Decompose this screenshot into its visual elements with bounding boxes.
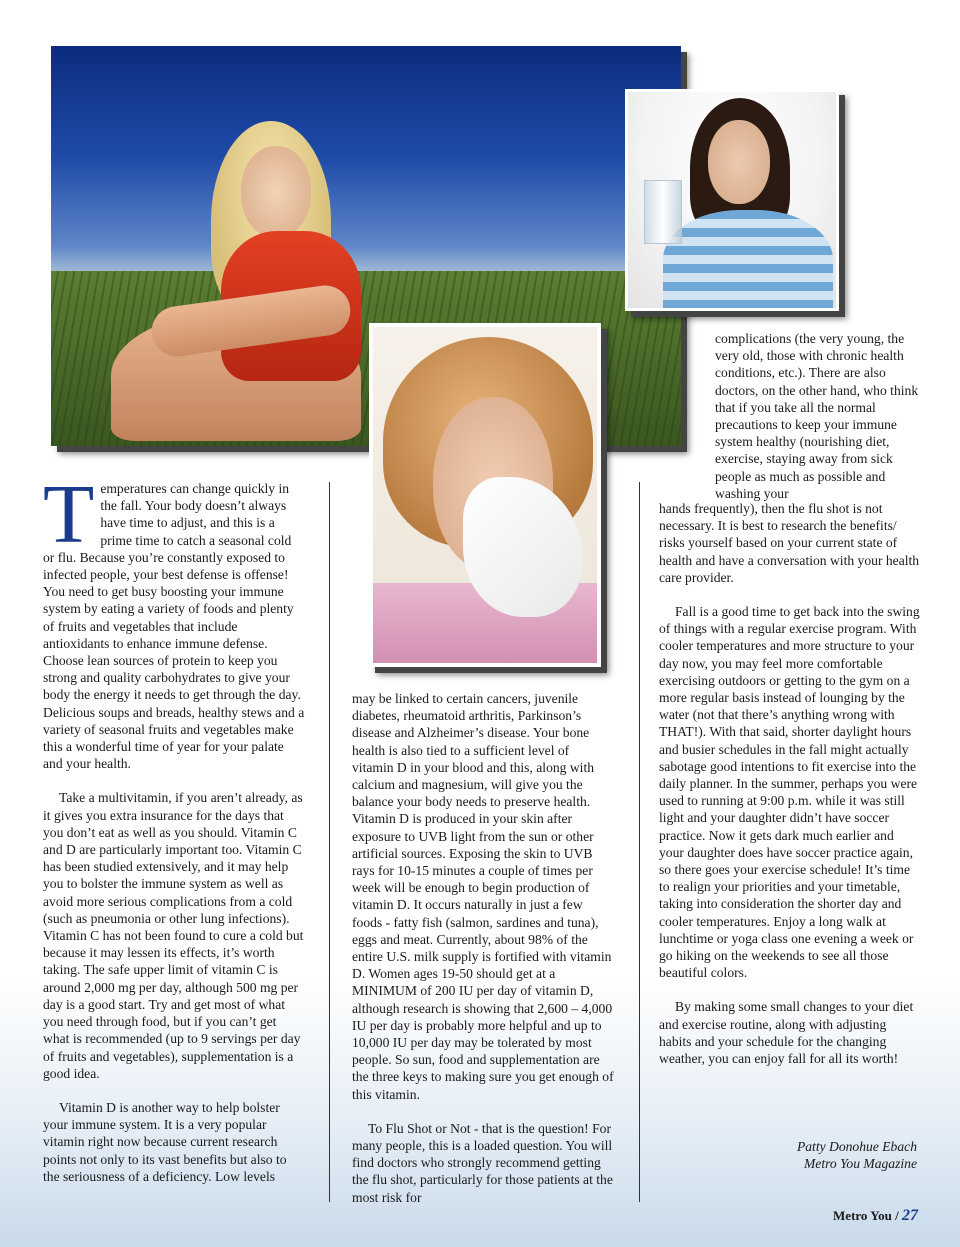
page-number: 27	[902, 1207, 918, 1224]
photo-face	[241, 146, 311, 238]
byline-publication: Metro You Magazine	[803, 1156, 917, 1172]
photo-striped-sweater	[663, 210, 833, 311]
drop-cap: T	[43, 468, 95, 561]
byline	[797, 1138, 917, 1172]
page-folio	[833, 1207, 918, 1225]
article-paragraph: Take a multivitamin, if you aren’t already, as it gives you extra insurance for the days that you don’t eat as well as you should. Vitamin C and D are particularly important too. Vitamin C has been studied extensively, and it may help you to bolster the immune system as well as avoid more serious complications from a cold (such as pneumonia or other lung infections). Vitamin C has not been found to cure a cold but because it may lessen its effects, it’s worth taking. The safe upper limit of vitamin C is around 2,000 mg per day, although 500 mg per day is a good start. Try and get most of what you need through food, but if you can’t get what is recommended (up to 9 servings per day of fruits and vegetables), supplementation is a good idea.	[43, 790, 304, 1081]
column-divider	[329, 482, 330, 1202]
article-paragraph: may be linked to certain cancers, juvenile diabetes, rheumatoid arthritis, Parkinson’s disease and Alzheimer’s disease. Your bone health is also tied to a sufficient level of vitamin D in your blood and this, along with calcium and magnesium, will give you the balance your body needs to preserve health. Vitamin D is produced in your skin after exposure to UVB light from the sun or other artificial sources. Exposing the skin to UVB rays for 10-15 minutes a couple of times per week will be enough to begin production of vitamin D. It occurs naturally in just a few foods - fatty fish (salmon, sardines and tuna), eggs and meat. Currently, about 98% of the entire U.S. milk supply is fortified with vitamin D. Women ages 19-50 should get at a MINIMUM of 200 IU per day of vitamin D, although research is showing that 2,600 – 4,000 IU per day is probably more helpful and up to 10,000 IU per day may be tolerated by most people. So sun, food and supplementation are the three keys to making sure you get enough of this vitamin.	[352, 691, 614, 1102]
paragraph-text: emperatures can change quickly in the fall. Your body doesn’t always have time to adjust, and this is a prime time to catch a seasonal cold or flu. Because you’re constantly exposed to infected people, your best defense is offense! You need to get busy boosting your immune system by eating a variety of foods and plenty of fruits and vegetables that include antioxidants to enhance immune defense. Choose lean sources of protein to keep you strong and quality carbohydrates to give your body the energy it needs to get through the day. Delicious soups and breads, healthy stews and a variety of seasonal fruits and vegetables make this a wonderful time of year for your palate and your health.	[43, 481, 305, 772]
folio-magazine: Metro You /	[833, 1208, 899, 1223]
article-paragraph: To Flu Shot or Not - that is the question! For many people, this is a loaded question. You will find doctors who strongly recommend getting the flu shot, particularly for those patients at the most risk for	[352, 1120, 613, 1205]
woman-sneezing-photo	[369, 323, 601, 667]
article-column-1	[43, 468, 305, 1202]
article-paragraph	[43, 468, 305, 772]
byline-author: Patty Donohue Ebach	[796, 1139, 917, 1154]
article-paragraph: hands frequently), then the flu shot is not necessary. It is best to research the benefits/ risks yourself based on your current state of health and have a conversation with your health care provider.	[659, 501, 920, 585]
article-paragraph: Fall is a good time to get back into the swing of things with a regular exercise program. With cooler temperatures and more structure to your day now, you may feel more comfortable exercising outdoors or getting to the gym on a more regular basis instead of lounging by the water (not that there’s anything wrong with THAT!). With that said, shorter daylight hours and busier schedules in the fall might actually sabotage good intentions to fit exercise into the daily planner. In the summer, perhaps you were used to running at 9:00 p.m. while it was still light and your daughter didn’t have soccer practice. Now it gets dark much earlier and your daughter does have soccer practice again, so there goes your exercise schedule! It’s time to realign your priorities and your timetable, taking into consideration the shorter day and cooler temperatures. Enjoy a long walk at lunchtime or yoga class one evening a week or go hiking on the weekends to see all those beautiful colors.	[659, 604, 920, 981]
water-glass	[644, 180, 682, 244]
article-paragraph: By making some small changes to your diet and exercise routine, along with adjusting habits and your schedule for the changing weather, you can enjoy fall for all its worth!	[659, 999, 914, 1067]
article-paragraph: Vitamin D is another way to help bolster your immune system. It is a very popular vitamin right now because current research points not only to its vast benefits but also to the seriousness of a deficiency. Low levels	[43, 1099, 287, 1184]
article-column-2	[352, 690, 614, 1223]
photo-face	[708, 120, 770, 204]
column-divider	[639, 482, 640, 1202]
woman-with-water-photo	[625, 89, 839, 311]
article-column-3-top	[715, 330, 920, 502]
article-column-3	[659, 500, 921, 1084]
article-paragraph: complications (the very young, the very old, those with chronic health conditions, etc.). There are also doctors, on the other hand, who think that if you take all the normal precautions to keep your immune system healthy (nourishing diet, exercise, staying away from sick people as much as possible and washing your	[715, 331, 919, 501]
